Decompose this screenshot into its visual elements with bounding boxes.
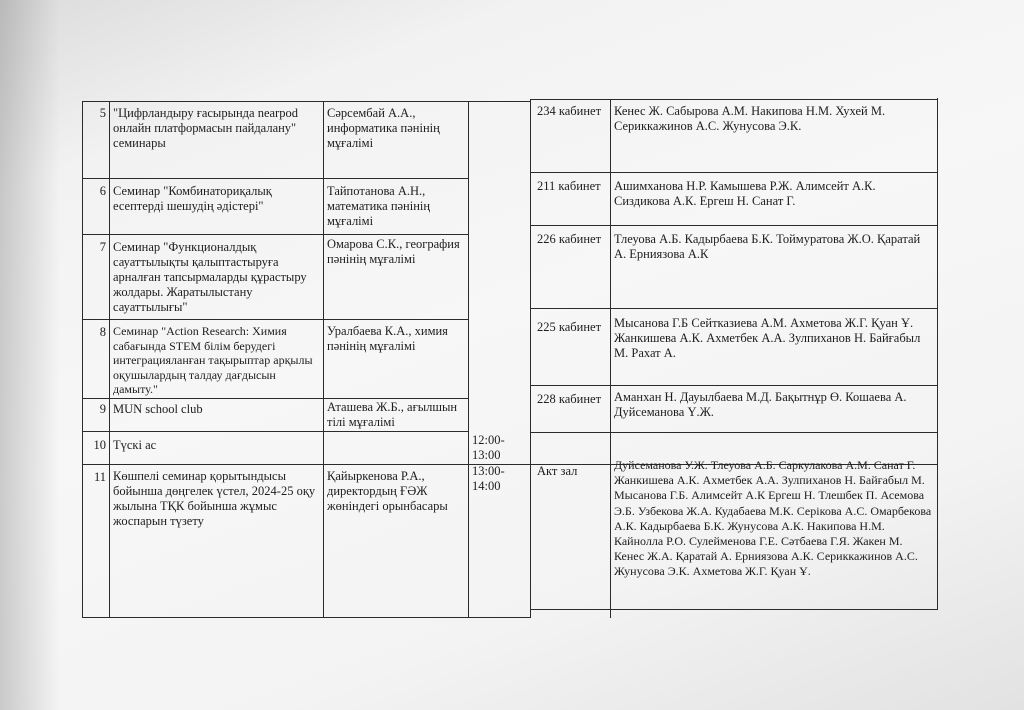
participants-list: Ашимханова Н.Р. Камышева Р.Ж. Алимсейт А.К. Сиздикова А.К. Ергеш Н. Санат Г. xyxy=(614,179,876,208)
row-bottom-left xyxy=(82,617,530,618)
row-number: 6 xyxy=(99,184,106,198)
event-title: MUN school club xyxy=(113,402,203,416)
row-number: 5 xyxy=(99,106,106,120)
schedule-table xyxy=(82,98,938,618)
col-divider-room xyxy=(610,99,611,618)
right-row-divider-2 xyxy=(530,225,938,226)
time-slot: 12:00-13:00 xyxy=(472,433,505,462)
event-title: Семинар "Комбинаториқалық есептерді шешудің әдістері" xyxy=(113,184,272,213)
time-slot: 13:00-14:00 xyxy=(472,464,505,493)
right-row-divider-4 xyxy=(530,385,938,386)
room-label: 234 кабинет xyxy=(537,104,602,118)
event-title: "Цифрландыру ғасырында nearpod онлайн платформасын пайдалану" семинары xyxy=(113,106,298,150)
row-divider-8 xyxy=(82,398,468,399)
right-row-divider-3 xyxy=(530,308,938,309)
lead-teacher: Сәрсембай А.А., информатика пәнінің мұғалімі xyxy=(327,106,440,150)
event-title: Түскі ас xyxy=(113,438,157,452)
row-number: 9 xyxy=(99,402,106,416)
row-divider-6 xyxy=(82,234,468,235)
event-title: Семинар "Action Research: Химия сабағында STEM білім берудегі интеграцияланған тақырыптар арқылы оқушылардың талдау дағдысын дамыту." xyxy=(113,324,313,396)
room-label: 226 кабинет xyxy=(537,232,602,246)
page-edge-shadow xyxy=(0,0,60,710)
row-number: 10 xyxy=(93,438,106,452)
row-number: 11 xyxy=(93,470,106,484)
participants-list: Кенес Ж. Сабырова А.М. Накипова Н.М. Хухей М. Сериккажинов А.С. Жунусова Э.К. xyxy=(614,104,886,133)
room-label: 228 кабинет xyxy=(537,392,602,406)
event-title: Көшпелі семинар қорытындысы бойынша дөңгелек үстел, 2024-25 оқу жылына ТҚК бойынша жұмыс жоспарын түзету xyxy=(113,469,316,528)
lead-teacher: Омарова С.К., география пәнінің мұғалімі xyxy=(327,237,460,266)
lead-teacher: Қайыркенова Р.А., директордың ҒӘЖ жөніндегі орынбасары xyxy=(327,469,448,513)
participants-list: Мысанова Г.Б Сейтказиева А.М. Ахметова Ж.Г. Қуан Ұ. Жанкишева А.К. Ахметбек А.А. Зулпиханов Н. Байғабыл М. Рахат А. xyxy=(614,316,921,360)
right-row-divider-5 xyxy=(530,432,938,433)
right-row-divider-1 xyxy=(530,172,938,173)
row-divider-5 xyxy=(82,178,468,179)
row-divider-7 xyxy=(82,319,468,320)
row-bottom-right xyxy=(530,609,938,610)
participants-list: Аманхан Н. Дауылбаева М.Д. Бақытнұр Ө. Кошаева А. Дуйсеманова Ү.Ж. xyxy=(614,390,907,419)
lead-teacher: Тайпотанова А.Н., математика пәнінің мұғалімі xyxy=(327,184,431,228)
room-label: 225 кабинет xyxy=(537,320,602,334)
row-divider-9 xyxy=(82,431,468,432)
room-label: Акт зал xyxy=(537,464,578,478)
participants-list: Дуйсеманова У.Ж. Тлеуова А.Б. Саркулакова А.М. Санат Г. Жанкишева А.К. Ахметбек А.А. Зулпиханов Н. Байғабыл М. Мысанова Г.Б. Алимсейт А.К Ергеш Н. Тлешбек П. Асемова Э.Б. Узбекова Ж.А. Кудабаева М.К. Серікова А.С. Омарбекова А.К. Кадырбаева Б.К. Жунусова А.К. Накипова Н.М. Кайнолла Р.О. Сулейменова Г.Е. Сәтбаева Г.Я. Жакен М. Кенес Ж.А. Қаратай А. Ерниязова А.К. Сериккажинов А.С. Жунусова Э.К. Ахметова Ж.Г. Қуан Ұ. xyxy=(614,458,932,579)
row-top-left xyxy=(82,101,530,102)
row-top-right xyxy=(530,99,938,100)
table-border-right xyxy=(937,98,938,609)
lead-teacher: Аташева Ж.Б., ағылшын тілі мұғалімі xyxy=(327,400,458,429)
col-divider-lead xyxy=(468,101,469,618)
row-number: 8 xyxy=(99,325,106,339)
col-divider-time xyxy=(530,99,531,618)
lead-teacher: Уралбаева К.А., химия пәнінің мұғалімі xyxy=(327,324,448,353)
room-label: 211 кабинет xyxy=(537,179,601,193)
event-title: Семинар "Функционалдық сауаттылықты қалыптастыруға арналған тапсырмаларды құрастыру жолдары. Жаратылыстану сауаттылығы" xyxy=(113,240,307,314)
row-number: 7 xyxy=(99,240,106,254)
participants-list: Тлеуова А.Б. Кадырбаева Б.К. Тоймуратова Ж.О. Қаратай А. Ерниязова А.К xyxy=(614,232,921,261)
